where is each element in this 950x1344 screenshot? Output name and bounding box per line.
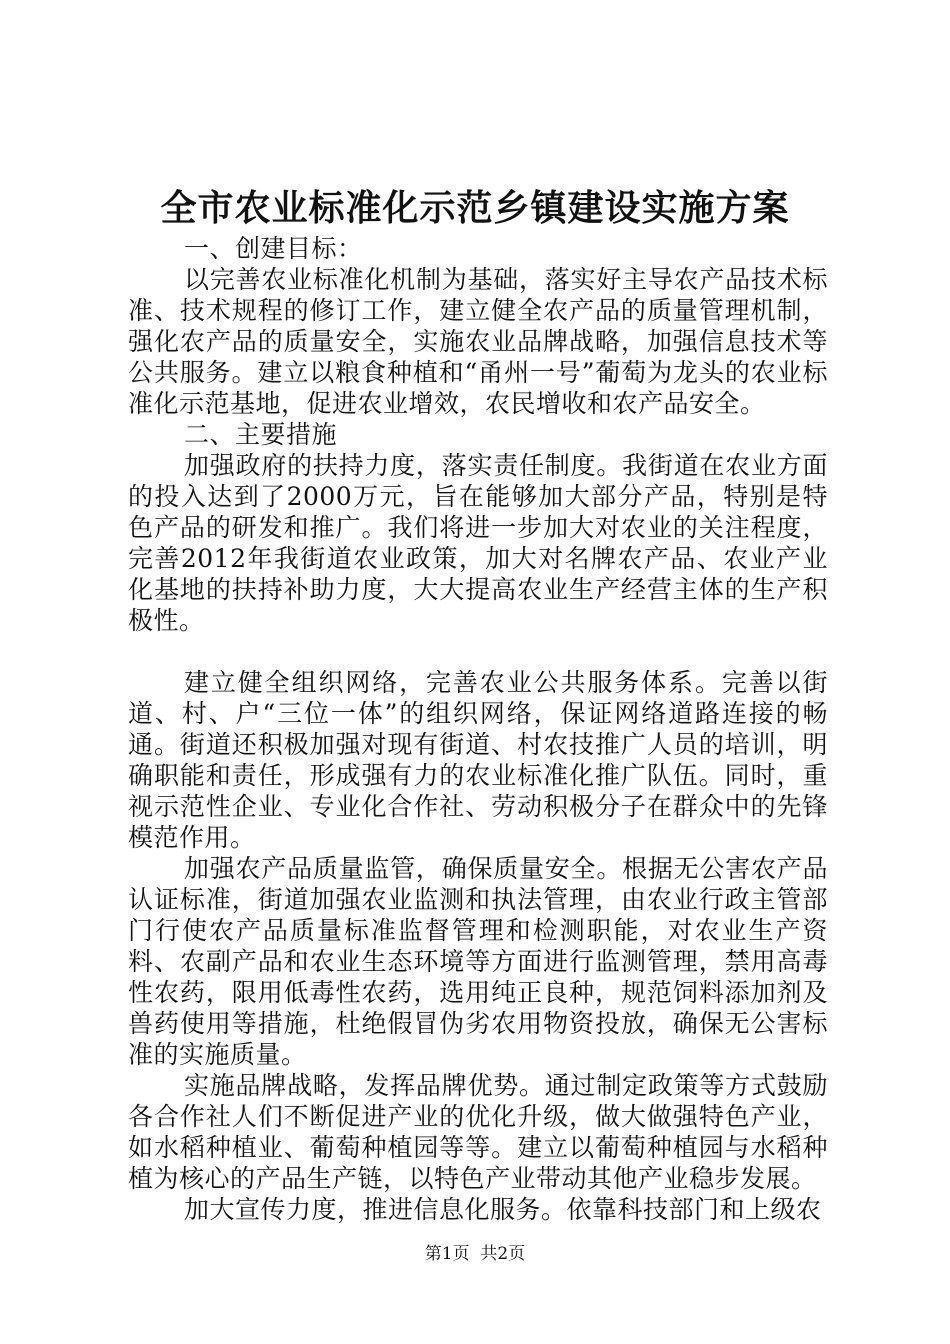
document-body	[128, 233, 828, 1225]
footer-separator	[470, 1244, 481, 1264]
section-heading-goals: 一、创建目标：	[184, 234, 363, 263]
document-title: 全市农业标准化示范乡镇建设实施方案	[160, 188, 790, 229]
paragraph-goals: 以完善农业标准化机制为基础，落实好主导农产品技术标准、技术规程的修订工作，建立健全农产品的质量管理机制，强化农产品的质量安全，实施农业品牌战略，加强信息技术等公共服务。建立以粮食种植和“甬州一号”葡萄为龙头的农业标准化示范基地，促进农业增效，农民增收和农产品安全。	[128, 265, 828, 418]
paragraph-spacer	[128, 636, 828, 667]
paragraph-publicity: 加大宣传力度，推进信息化服务。依靠科技部门和上级农	[184, 1195, 822, 1224]
paragraph-brand-strategy: 实施品牌战略，发挥品牌优势。通过制定政策等方式鼓励各合作社人们不断促进产业的优化升级，做大做强特色产业，如水稻种植业、葡萄种植园等等。建立以葡萄种植园与水稻种植为核心的产品生产链，以特色产业带动其他产业稳步发展。	[128, 1071, 828, 1193]
section-heading-measures: 二、主要措施	[184, 420, 338, 449]
page-footer	[0, 1242, 950, 1266]
paragraph-organization-network: 建立健全组织网络，完善农业公共服务体系。完善以街道、村、户“三位一体”的组织网络，保证网络道路连接的畅通。街道还积极加强对现有街道、村农技推广人员的培训，明确职能和责任，形成强有力的农业标准化推广队伍。同时，重视示范性企业、专业化合作社、劳动积极分子在群众中的先锋模范作用。	[128, 668, 828, 852]
page-total: 共2页	[480, 1244, 526, 1264]
paragraph-government-support: 加强政府的扶持力度，落实责任制度。我街道在农业方面的投入达到了2000万元，旨在能够加大部分产品，特别是特色产品的研发和推广。我们将进一步加大对农业的关注程度，完善2012年我街道农业政策，加大对名牌农产品、农业产业化基地的扶持补助力度，大大提高农业生产经营主体的生产积极性。	[128, 451, 828, 635]
paragraph-quality-supervision: 加强农产品质量监管，确保质量安全。根据无公害农产品认证标准，街道加强农业监测和执法管理，由农业行政主管部门行使农产品质量标准监督管理和检测职能，对农业生产资料、农副产品和农业生态环境等方面进行监测管理，禁用高毒性农药，限用低毒性农药，选用纯正良种，规范饲料添加剂及兽药使用等措施，杜绝假冒伪劣农用物资投放，确保无公害标准的实施质量。	[128, 854, 828, 1069]
page-number: 第1页	[424, 1244, 470, 1264]
